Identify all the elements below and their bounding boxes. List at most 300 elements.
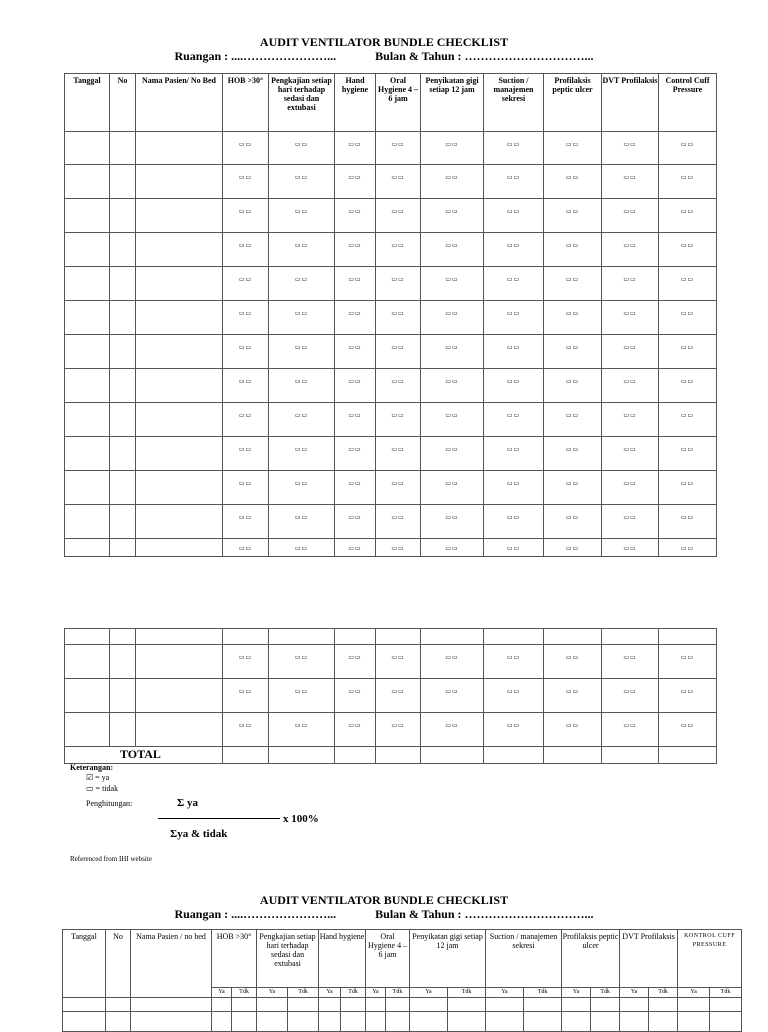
table-cell[interactable] — [136, 233, 223, 267]
checkbox-icon[interactable]: ▭▭ — [623, 689, 637, 695]
checkbox-icon[interactable]: ▭▭ — [565, 311, 580, 317]
checkbox-icon[interactable]: ▭▭ — [294, 723, 309, 729]
checkbox-cell[interactable] — [602, 403, 659, 437]
checkbox-cell[interactable] — [335, 267, 376, 301]
checkbox-icon[interactable]: ▭▭ — [623, 481, 637, 487]
checkbox-cell[interactable] — [659, 539, 717, 557]
checkbox-cell[interactable] — [223, 505, 269, 539]
table-cell[interactable] — [421, 679, 484, 713]
checkbox-cell[interactable] — [269, 301, 335, 335]
checkbox-cell[interactable] — [376, 369, 421, 403]
table-cell[interactable] — [110, 132, 136, 165]
checkbox-cell[interactable] — [484, 199, 544, 233]
checkbox-icon[interactable]: ▭▭ — [391, 311, 405, 317]
checkbox-cell[interactable] — [421, 199, 484, 233]
table-cell[interactable] — [65, 335, 110, 369]
checkbox-icon[interactable]: ▭▭ — [294, 379, 309, 385]
checkbox-cell[interactable] — [335, 471, 376, 505]
checkbox-cell[interactable] — [544, 267, 602, 301]
table-cell[interactable] — [65, 233, 110, 267]
table-cell[interactable] — [212, 1012, 232, 1032]
checkbox-icon[interactable]: ▭▭ — [506, 413, 521, 419]
table-cell[interactable] — [710, 1012, 742, 1032]
table-cell[interactable] — [136, 471, 223, 505]
checkbox-cell[interactable] — [602, 233, 659, 267]
table-cell[interactable] — [620, 998, 649, 1012]
checkbox-icon[interactable]: ▭▭ — [238, 243, 253, 249]
checkbox-cell[interactable] — [484, 539, 544, 557]
checkbox-icon[interactable]: ▭▭ — [565, 689, 580, 695]
table-cell[interactable] — [232, 998, 257, 1012]
checkbox-cell[interactable] — [376, 132, 421, 165]
checkbox-cell[interactable] — [335, 539, 376, 557]
table-cell[interactable] — [562, 1012, 591, 1032]
checkbox-icon[interactable]: ▭▭ — [445, 311, 459, 317]
checkbox-icon[interactable]: ▭▭ — [506, 447, 521, 453]
table-cell[interactable] — [288, 1012, 319, 1032]
checkbox-cell[interactable] — [421, 165, 484, 199]
checkbox-cell[interactable] — [376, 165, 421, 199]
checkbox-icon[interactable]: ▭▭ — [445, 379, 459, 385]
checkbox-cell[interactable] — [223, 132, 269, 165]
table-cell[interactable] — [63, 998, 106, 1012]
checkbox-icon[interactable]: ▭▭ — [294, 689, 309, 695]
checkbox-icon[interactable]: ▭▭ — [294, 209, 309, 215]
checkbox-icon[interactable]: ▭▭ — [680, 243, 695, 249]
checkbox-icon[interactable]: ▭▭ — [506, 311, 521, 317]
table-cell[interactable] — [110, 471, 136, 505]
checkbox-icon[interactable]: ▭▭ — [680, 379, 695, 385]
checkbox-cell[interactable] — [602, 369, 659, 403]
table-cell[interactable] — [136, 132, 223, 165]
checkbox-cell[interactable] — [659, 199, 717, 233]
table-cell[interactable] — [386, 998, 410, 1012]
checkbox-cell[interactable] — [269, 165, 335, 199]
checkbox-icon[interactable]: ▭▭ — [623, 277, 637, 283]
checkbox-cell[interactable] — [223, 165, 269, 199]
table-cell[interactable] — [110, 437, 136, 471]
checkbox-cell[interactable] — [602, 505, 659, 539]
checkbox-icon[interactable]: ▭▭ — [623, 142, 637, 148]
checkbox-cell[interactable] — [602, 335, 659, 369]
table-cell[interactable] — [335, 747, 376, 764]
checkbox-icon[interactable]: ▭▭ — [506, 655, 521, 661]
checkbox-icon[interactable]: ▭▭ — [391, 243, 405, 249]
table-cell[interactable] — [544, 747, 602, 764]
checkbox-icon[interactable]: ▭▭ — [391, 515, 405, 521]
table-cell[interactable] — [269, 679, 335, 713]
checkbox-icon[interactable]: ▭▭ — [680, 689, 695, 695]
checkbox-cell[interactable] — [376, 233, 421, 267]
checkbox-cell[interactable] — [421, 437, 484, 471]
checkbox-icon[interactable]: ▭▭ — [391, 723, 405, 729]
table-cell[interactable] — [486, 998, 524, 1012]
checkbox-icon[interactable]: ▭▭ — [680, 142, 695, 148]
table-cell[interactable] — [562, 998, 591, 1012]
checkbox-icon[interactable]: ▭▭ — [238, 546, 253, 552]
table-cell[interactable] — [136, 437, 223, 471]
checkbox-cell[interactable] — [659, 437, 717, 471]
table-cell[interactable] — [106, 998, 131, 1012]
table-cell[interactable] — [376, 713, 421, 747]
checkbox-cell[interactable] — [335, 335, 376, 369]
checkbox-icon[interactable]: ▭▭ — [391, 689, 405, 695]
table-cell[interactable] — [659, 629, 717, 645]
table-cell[interactable] — [410, 998, 448, 1012]
checkbox-cell[interactable] — [602, 437, 659, 471]
checkbox-icon[interactable]: ▭▭ — [506, 379, 521, 385]
checkbox-icon[interactable]: ▭▭ — [623, 175, 637, 181]
table-cell[interactable] — [269, 747, 335, 764]
checkbox-icon[interactable]: ▭▭ — [391, 447, 405, 453]
table-cell[interactable] — [136, 199, 223, 233]
checkbox-cell[interactable] — [659, 335, 717, 369]
table-cell[interactable] — [659, 679, 717, 713]
checkbox-icon[interactable]: ▭▭ — [623, 447, 637, 453]
table-cell[interactable] — [484, 747, 544, 764]
table-cell[interactable] — [591, 1012, 620, 1032]
checkbox-cell[interactable] — [484, 403, 544, 437]
checkbox-icon[interactable]: ▭▭ — [680, 655, 695, 661]
checkbox-cell[interactable] — [376, 301, 421, 335]
checkbox-cell[interactable] — [269, 233, 335, 267]
table-cell[interactable] — [649, 1012, 678, 1032]
checkbox-icon[interactable]: ▭▭ — [294, 447, 309, 453]
table-cell[interactable] — [376, 629, 421, 645]
checkbox-icon[interactable]: ▭▭ — [348, 142, 362, 148]
checkbox-cell[interactable] — [659, 301, 717, 335]
table-cell[interactable] — [421, 713, 484, 747]
checkbox-icon[interactable]: ▭▭ — [294, 546, 309, 552]
checkbox-cell[interactable] — [376, 403, 421, 437]
checkbox-icon[interactable]: ▭▭ — [391, 175, 405, 181]
table-cell[interactable] — [110, 629, 136, 645]
checkbox-icon[interactable]: ▭▭ — [391, 413, 405, 419]
table-cell[interactable] — [366, 1012, 386, 1032]
table-cell[interactable] — [448, 998, 486, 1012]
table-cell[interactable] — [524, 998, 562, 1012]
checkbox-icon[interactable]: ▭▭ — [623, 413, 637, 419]
checkbox-icon[interactable]: ▭▭ — [680, 345, 695, 351]
checkbox-cell[interactable] — [544, 335, 602, 369]
checkbox-icon[interactable]: ▭▭ — [238, 447, 253, 453]
checkbox-icon[interactable]: ▭▭ — [565, 277, 580, 283]
checkbox-icon[interactable]: ▭▭ — [294, 311, 309, 317]
checkbox-cell[interactable] — [602, 267, 659, 301]
table-cell[interactable] — [659, 713, 717, 747]
checkbox-cell[interactable] — [544, 132, 602, 165]
checkbox-icon[interactable]: ▭▭ — [348, 311, 362, 317]
checkbox-cell[interactable] — [602, 539, 659, 557]
checkbox-icon[interactable]: ▭▭ — [506, 175, 521, 181]
checkbox-cell[interactable] — [269, 471, 335, 505]
checkbox-icon[interactable]: ▭▭ — [294, 515, 309, 521]
table-cell[interactable] — [319, 1012, 341, 1032]
checkbox-cell[interactable] — [544, 471, 602, 505]
table-cell[interactable] — [110, 539, 136, 557]
checkbox-cell[interactable] — [484, 267, 544, 301]
checkbox-icon[interactable]: ▭▭ — [445, 515, 459, 521]
checkbox-cell[interactable] — [421, 403, 484, 437]
table-cell[interactable] — [63, 1012, 106, 1032]
checkbox-icon[interactable]: ▭▭ — [623, 345, 637, 351]
checkbox-icon[interactable]: ▭▭ — [238, 209, 253, 215]
checkbox-cell[interactable] — [484, 233, 544, 267]
checkbox-cell[interactable] — [376, 335, 421, 369]
table-cell[interactable] — [65, 505, 110, 539]
table-cell[interactable] — [110, 233, 136, 267]
checkbox-cell[interactable] — [223, 403, 269, 437]
checkbox-cell[interactable] — [659, 369, 717, 403]
checkbox-icon[interactable]: ▭▭ — [391, 345, 405, 351]
table-cell[interactable] — [376, 679, 421, 713]
checkbox-icon[interactable]: ▭▭ — [565, 723, 580, 729]
table-cell[interactable] — [591, 998, 620, 1012]
checkbox-cell[interactable] — [544, 233, 602, 267]
table-cell[interactable] — [448, 1012, 486, 1032]
checkbox-icon[interactable]: ▭▭ — [348, 209, 362, 215]
checkbox-icon[interactable]: ▭▭ — [623, 379, 637, 385]
checkbox-icon[interactable]: ▭▭ — [348, 379, 362, 385]
checkbox-icon[interactable]: ▭▭ — [391, 546, 405, 552]
checkbox-icon[interactable]: ▭▭ — [565, 413, 580, 419]
table-cell[interactable] — [376, 645, 421, 679]
checkbox-cell[interactable] — [335, 199, 376, 233]
checkbox-cell[interactable] — [544, 301, 602, 335]
checkbox-cell[interactable] — [223, 199, 269, 233]
checkbox-icon[interactable]: ▭▭ — [294, 243, 309, 249]
checkbox-cell[interactable] — [269, 505, 335, 539]
checkbox-cell[interactable] — [335, 437, 376, 471]
checkbox-icon[interactable]: ▭▭ — [445, 175, 459, 181]
table-cell[interactable] — [649, 998, 678, 1012]
table-cell[interactable] — [65, 471, 110, 505]
table-cell[interactable] — [366, 998, 386, 1012]
table-cell[interactable] — [484, 645, 544, 679]
checkbox-icon[interactable]: ▭▭ — [506, 515, 521, 521]
table-cell[interactable] — [544, 713, 602, 747]
checkbox-icon[interactable]: ▭▭ — [391, 481, 405, 487]
checkbox-icon[interactable]: ▭▭ — [294, 277, 309, 283]
table-cell[interactable] — [269, 629, 335, 645]
checkbox-cell[interactable] — [269, 403, 335, 437]
table-cell[interactable] — [136, 267, 223, 301]
checkbox-icon[interactable]: ▭▭ — [238, 277, 253, 283]
table-cell[interactable] — [232, 1012, 257, 1032]
table-cell[interactable] — [65, 629, 110, 645]
table-cell[interactable] — [269, 713, 335, 747]
table-cell[interactable] — [136, 629, 223, 645]
checkbox-cell[interactable] — [659, 505, 717, 539]
table-cell[interactable] — [376, 747, 421, 764]
checkbox-icon[interactable]: ▭▭ — [565, 345, 580, 351]
table-cell[interactable] — [335, 679, 376, 713]
table-cell[interactable] — [524, 1012, 562, 1032]
checkbox-cell[interactable] — [421, 132, 484, 165]
checkbox-icon[interactable]: ▭▭ — [445, 723, 459, 729]
table-cell[interactable] — [65, 199, 110, 233]
checkbox-icon[interactable]: ▭▭ — [348, 723, 362, 729]
checkbox-icon[interactable]: ▭▭ — [623, 723, 637, 729]
checkbox-icon[interactable]: ▭▭ — [238, 142, 253, 148]
table-cell[interactable] — [288, 998, 319, 1012]
table-cell[interactable] — [65, 645, 110, 679]
table-cell[interactable] — [335, 713, 376, 747]
checkbox-icon[interactable]: ▭▭ — [391, 142, 405, 148]
checkbox-icon[interactable]: ▭▭ — [294, 345, 309, 351]
checkbox-icon[interactable]: ▭▭ — [391, 655, 405, 661]
checkbox-icon[interactable]: ▭▭ — [445, 142, 459, 148]
checkbox-cell[interactable] — [421, 369, 484, 403]
checkbox-cell[interactable] — [659, 233, 717, 267]
table-cell[interactable] — [65, 369, 110, 403]
checkbox-cell[interactable] — [223, 233, 269, 267]
checkbox-icon[interactable]: ▭▭ — [348, 546, 362, 552]
checkbox-cell[interactable] — [421, 505, 484, 539]
checkbox-icon[interactable]: ▭▭ — [565, 175, 580, 181]
checkbox-icon[interactable]: ▭▭ — [623, 209, 637, 215]
checkbox-icon[interactable]: ▭▭ — [294, 175, 309, 181]
table-cell[interactable] — [319, 998, 341, 1012]
checkbox-cell[interactable] — [335, 132, 376, 165]
checkbox-cell[interactable] — [269, 335, 335, 369]
checkbox-cell[interactable] — [421, 335, 484, 369]
checkbox-icon[interactable]: ▭▭ — [445, 277, 459, 283]
checkbox-icon[interactable]: ▭▭ — [506, 243, 521, 249]
checkbox-icon[interactable]: ▭▭ — [565, 243, 580, 249]
checkbox-icon[interactable]: ▭▭ — [238, 481, 253, 487]
table-cell[interactable] — [678, 1012, 710, 1032]
checkbox-cell[interactable] — [544, 165, 602, 199]
checkbox-cell[interactable] — [335, 233, 376, 267]
table-cell[interactable] — [335, 645, 376, 679]
table-cell[interactable] — [131, 1012, 212, 1032]
checkbox-icon[interactable]: ▭▭ — [623, 243, 637, 249]
table-cell[interactable] — [110, 403, 136, 437]
checkbox-icon[interactable]: ▭▭ — [391, 379, 405, 385]
checkbox-cell[interactable] — [335, 369, 376, 403]
table-cell[interactable] — [484, 629, 544, 645]
checkbox-cell[interactable] — [484, 301, 544, 335]
table-cell[interactable] — [136, 165, 223, 199]
checkbox-icon[interactable]: ▭▭ — [445, 413, 459, 419]
checkbox-cell[interactable] — [484, 437, 544, 471]
checkbox-icon[interactable]: ▭▭ — [348, 515, 362, 521]
table-cell[interactable] — [602, 679, 659, 713]
table-cell[interactable] — [65, 132, 110, 165]
checkbox-cell[interactable] — [421, 301, 484, 335]
checkbox-icon[interactable]: ▭▭ — [506, 689, 521, 695]
checkbox-icon[interactable]: ▭▭ — [565, 481, 580, 487]
checkbox-icon[interactable]: ▭▭ — [565, 142, 580, 148]
checkbox-icon[interactable]: ▭▭ — [348, 413, 362, 419]
table-cell[interactable] — [544, 645, 602, 679]
table-cell[interactable] — [421, 645, 484, 679]
checkbox-icon[interactable]: ▭▭ — [506, 345, 521, 351]
table-cell[interactable] — [486, 1012, 524, 1032]
table-cell[interactable] — [110, 505, 136, 539]
checkbox-icon[interactable]: ▭▭ — [445, 481, 459, 487]
checkbox-icon[interactable]: ▭▭ — [445, 655, 459, 661]
table-cell[interactable] — [65, 267, 110, 301]
checkbox-icon[interactable]: ▭▭ — [623, 655, 637, 661]
checkbox-icon[interactable]: ▭▭ — [565, 379, 580, 385]
checkbox-cell[interactable] — [335, 505, 376, 539]
checkbox-icon[interactable]: ▭▭ — [680, 447, 695, 453]
table-cell[interactable] — [131, 998, 212, 1012]
checkbox-cell[interactable] — [602, 301, 659, 335]
table-cell[interactable] — [136, 335, 223, 369]
table-cell[interactable] — [110, 369, 136, 403]
checkbox-cell[interactable] — [544, 369, 602, 403]
checkbox-cell[interactable] — [484, 471, 544, 505]
checkbox-cell[interactable] — [421, 539, 484, 557]
checkbox-cell[interactable] — [484, 505, 544, 539]
checkbox-cell[interactable] — [421, 267, 484, 301]
checkbox-cell[interactable] — [484, 335, 544, 369]
checkbox-icon[interactable]: ▭▭ — [680, 481, 695, 487]
checkbox-icon[interactable]: ▭▭ — [506, 546, 521, 552]
table-cell[interactable] — [110, 335, 136, 369]
table-cell[interactable] — [65, 539, 110, 557]
checkbox-icon[interactable]: ▭▭ — [348, 655, 362, 661]
table-cell[interactable] — [65, 713, 110, 747]
table-cell[interactable] — [544, 679, 602, 713]
table-cell[interactable] — [223, 629, 269, 645]
checkbox-icon[interactable]: ▭▭ — [623, 311, 637, 317]
checkbox-cell[interactable] — [223, 539, 269, 557]
checkbox-icon[interactable]: ▭▭ — [445, 546, 459, 552]
checkbox-icon[interactable]: ▭▭ — [506, 481, 521, 487]
table-cell[interactable] — [110, 267, 136, 301]
checkbox-icon[interactable]: ▭▭ — [506, 142, 521, 148]
checkbox-icon[interactable]: ▭▭ — [506, 277, 521, 283]
table-cell[interactable] — [223, 713, 269, 747]
table-cell[interactable] — [678, 998, 710, 1012]
table-cell[interactable] — [110, 645, 136, 679]
checkbox-icon[interactable]: ▭▭ — [506, 723, 521, 729]
checkbox-icon[interactable]: ▭▭ — [565, 447, 580, 453]
checkbox-cell[interactable] — [335, 165, 376, 199]
checkbox-icon[interactable]: ▭▭ — [238, 515, 253, 521]
checkbox-cell[interactable] — [335, 301, 376, 335]
checkbox-icon[interactable]: ▭▭ — [238, 655, 253, 661]
table-cell[interactable] — [410, 1012, 448, 1032]
checkbox-icon[interactable]: ▭▭ — [348, 243, 362, 249]
checkbox-icon[interactable]: ▭▭ — [238, 413, 253, 419]
checkbox-cell[interactable] — [223, 335, 269, 369]
checkbox-cell[interactable] — [659, 267, 717, 301]
checkbox-cell[interactable] — [223, 471, 269, 505]
checkbox-cell[interactable] — [223, 437, 269, 471]
checkbox-icon[interactable]: ▭▭ — [623, 515, 637, 521]
table-cell[interactable] — [659, 747, 717, 764]
checkbox-icon[interactable]: ▭▭ — [294, 655, 309, 661]
checkbox-icon[interactable]: ▭▭ — [680, 723, 695, 729]
checkbox-icon[interactable]: ▭▭ — [238, 311, 253, 317]
checkbox-cell[interactable] — [223, 369, 269, 403]
checkbox-icon[interactable]: ▭▭ — [565, 209, 580, 215]
checkbox-icon[interactable]: ▭▭ — [680, 546, 695, 552]
checkbox-cell[interactable] — [544, 539, 602, 557]
table-cell[interactable] — [710, 998, 742, 1012]
checkbox-icon[interactable]: ▭▭ — [680, 413, 695, 419]
table-cell[interactable] — [602, 713, 659, 747]
checkbox-icon[interactable]: ▭▭ — [294, 413, 309, 419]
table-cell[interactable] — [106, 1012, 131, 1032]
checkbox-icon[interactable]: ▭▭ — [348, 175, 362, 181]
table-cell[interactable] — [602, 629, 659, 645]
